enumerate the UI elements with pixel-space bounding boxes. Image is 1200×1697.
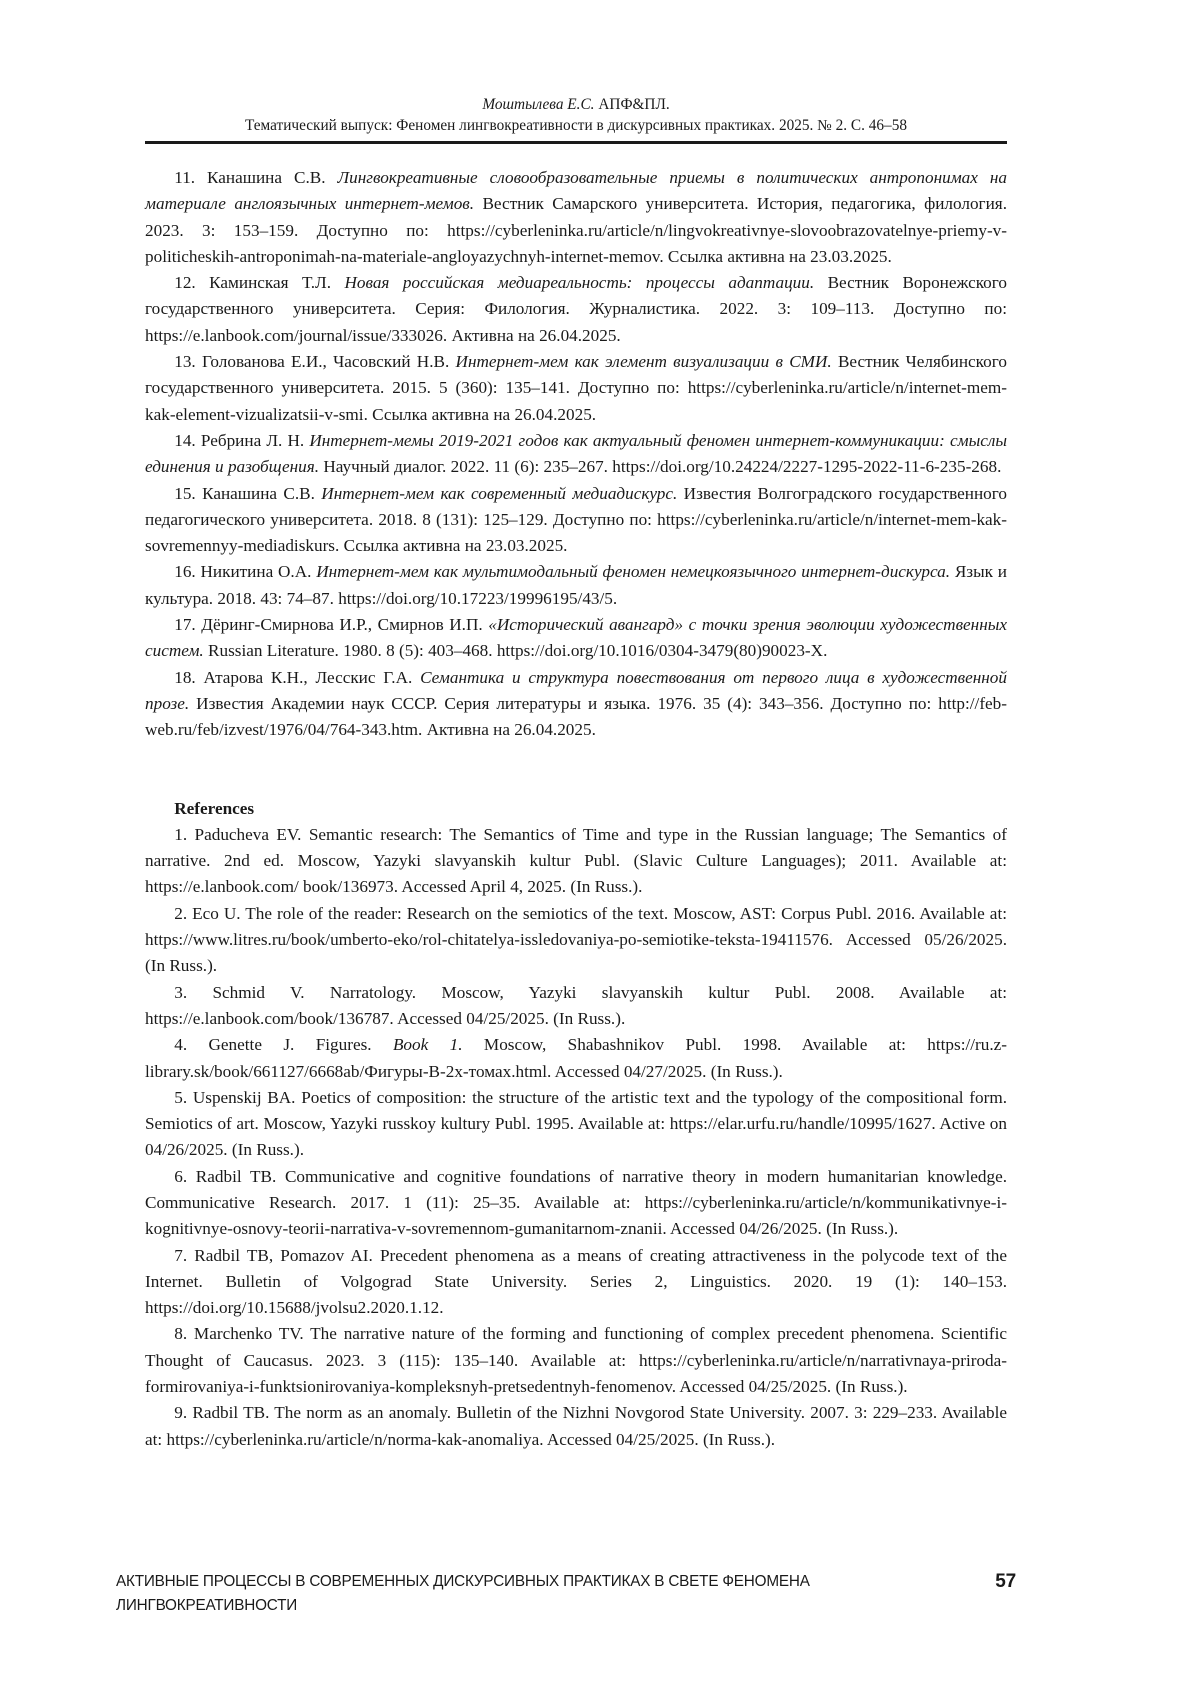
reference-details: Известия Волгоградского государственного педагогического университета. 2018. 8 (131): 125–129. Доступно по: https://cyberleninka.ru/article/n/internet-mem-kak-sovremennyy-mediadiskurs. Ссылка активна на 23.03.2025.: [145, 483, 1007, 556]
reference-item-ru: [145, 349, 1007, 428]
reference-item-ru: [145, 559, 1007, 612]
references-en-list: [145, 822, 1007, 1453]
header-divider: [145, 141, 1007, 144]
references-heading: References: [174, 798, 255, 818]
reference-item-ru: [145, 428, 1007, 481]
reference-title: Лингвокреативные словообразовательные приемы в политических антропонимах на материале англоязычных интернет-мемов.: [145, 168, 1007, 214]
reference-details: Вестник Самарского университета. История, педагогика, филология. 2023. 3: 153–159. Доступно по: https://cyberleninka.ru/article/n/lingvokreativnye-slovoobrazovatelnye-priemy-v-politicheskih-antroponimah-na-materiale-angloyazychnyh-internet-memov. Ссылка активна на 23.03.2025.: [145, 194, 1007, 266]
reference-details: 1. Paducheva EV. Semantic research: The Semantics of Time and type in the Russian language; The Semantics of narrative. 2nd ed. Moscow, Yazyki slavyanskih kultur Publ. (Slavic Culture Languages); 2011. Available at: https://e.lanbook.com/ book/136973. Accessed April 4, 2025. (In Russ.).: [145, 824, 1007, 897]
reference-item-en: [145, 1243, 1007, 1322]
reference-authors: 15. Канашина С.В.: [174, 483, 322, 503]
reference-details: Вестник Воронежского государственного университета. Серия: Филология. Журналистика. 2022. 3: 109–113. Доступно по: https://e.lanbook.com/journal/issue/333026. Активна на 26.04.2025.: [145, 273, 1007, 345]
reference-details: Язык и культура. 2018. 43: 74–87. https://doi.org/10.17223/19996195/43/5.: [145, 562, 1007, 608]
reference-details: 8. Marchenko TV. The narrative nature of the forming and functioning of complex precedent phenomena. Scientific Thought of Caucasus. 2023. 3 (115): 135–140. Available at: https://cyberleninka.ru/article/n/narrativnaya-priroda-formirovaniya-i-funktsionirovaniya-kompleksnyh-pretsedentnyh-fenomenov. Accessed 04/25/2025. (In Russ.).: [145, 1324, 1007, 1397]
reference-item-en: [145, 822, 1007, 901]
reference-details: Вестник Челябинского государственного университета. 2015. 5 (360): 135–141. Доступно по: https://cyberleninka.ru/article/n/internet-mem-kak-element-vizualizatsii-v-smi. Ссылка активна на 26.04.2025.: [145, 352, 1007, 424]
reference-authors: 17. Дёринг-Смирнова И.Р., Смирнов И.П.: [174, 615, 489, 635]
reference-title: Book 1.: [392, 1035, 463, 1055]
reference-item-en: [145, 980, 1007, 1033]
header-authors-line: [145, 94, 1007, 115]
header-journal-abbr: АПФ&ПЛ.: [598, 96, 670, 113]
reference-authors: 18. Атарова К.Н., Лесскис Г.А.: [174, 667, 421, 687]
reference-details: Известия Академии наук СССР. Серия литературы и языка. 1976. 35 (4): 343–356. Доступно по: http://feb-web.ru/feb/izvest/1976/04/764-343.htm. Активна на 26.04.2025.: [145, 693, 1007, 740]
reference-item-en: [145, 1032, 1007, 1085]
reference-title: Новая российская медиареальность: процессы адаптации.: [344, 273, 815, 293]
page-number: 57: [995, 1571, 1016, 1592]
reference-details: Moscow, Shabashnikov Publ. 1998. Available at: https://ru.z-library.sk/book/661127/6668ab/Фигуры-В-2х-томах.html. Accessed 04/27/2025. (In Russ.).: [145, 1035, 1007, 1081]
header-issue-line: Тематический выпуск: Феномен лингвокреативности в дискурсивных практиках. 2025. № 2. С. 46–58: [244, 117, 907, 134]
running-header: [145, 94, 1007, 136]
reference-item-ru: [145, 665, 1007, 744]
reference-details: Russian Literature. 1980. 8 (5): 403–468. https://doi.org/10.1016/0304-3479(80)90023-X.: [203, 641, 828, 661]
reference-details: 2. Eco U. The role of the reader: Research on the semiotics of the text. Moscow, AST: Corpus Publ. 2016. Available at: https://www.litres.ru/book/umberto-eko/rol-chitatelya-issledovaniya-po-semiotike-teksta-19411576. Accessed 05/26/2025. (In Russ.).: [145, 903, 1007, 976]
reference-item-ru: [145, 481, 1007, 560]
references-ru-list: [145, 165, 1007, 744]
reference-item-en: [145, 1164, 1007, 1243]
reference-details: Научный диалог. 2022. 11 (6): 235–267. https://doi.org/10.24224/2227-1295-2022-11-6-235-268.: [319, 457, 1002, 477]
reference-item-ru: [145, 270, 1007, 349]
reference-authors: 4. Genette J. Figures.: [174, 1035, 393, 1055]
reference-item-en: [145, 1321, 1007, 1400]
reference-details: 3. Schmid V. Narratology. Moscow, Yazyki slavyanskih kultur Publ. 2008. Available at: https://e.lanbook.com/book/136787. Accessed 04/25/2025. (In Russ.).: [145, 982, 1007, 1028]
reference-title: Семантика и структура повествования от первого лица в художественной прозе.: [145, 667, 1007, 713]
reference-details: 5. Uspenskij BA. Poetics of composition: the structure of the artistic text and the typology of the compositional form. Semiotics of art. Moscow, Yazyki russkoy kultury Publ. 1995. Available at: https://elar.urfu.ru/handle/10995/1627. Active on 04/26/2025. (In Russ.).: [145, 1087, 1007, 1160]
reference-details: 7. Radbil TB, Pomazov AI. Precedent phenomena as a means of creating attractiveness in the polycode text of the Internet. Bulletin of Volgograd State University. Series 2, Linguistics. 2020. 19 (1): 140–153. https://doi.org/10.15688/jvolsu2.2020.1.12.: [145, 1245, 1007, 1318]
reference-details: 9. Radbil TB. The norm as an anomaly. Bulletin of the Nizhni Novgorod State University. 2007. 3: 229–233. Available at: https://cyberleninka.ru/article/n/norma-kak-anomaliya. Accessed 04/25/2025. (In Russ.).: [145, 1403, 1007, 1449]
reference-title: «Исторический авангард» с точки зрения эволюции художественных систем.: [145, 615, 1007, 661]
reference-title: Интернет-мем как современный медиадискурс.: [321, 483, 678, 503]
reference-item-ru: [145, 612, 1007, 665]
reference-item-en: [145, 1085, 1007, 1164]
reference-list: [145, 165, 1007, 1453]
reference-title: Интернет-мемы 2019-2021 годов как актуальный феномен интернет-коммуникации: смыслы единения и разобщения.: [145, 430, 1007, 477]
footer-title: АКТИВНЫЕ ПРОЦЕССЫ В СОВРЕМЕННЫХ ДИСКУРСИВНЫХ ПРАКТИКАХ В СВЕТЕ ФЕНОМЕНА ЛИНГВОКРЕАТИВНОСТИ: [116, 1573, 810, 1614]
reference-authors: 11. Канашина С.В.: [174, 168, 338, 187]
reference-title: Интернет-мем как элемент визуализации в СМИ.: [455, 352, 832, 372]
reference-authors: 14. Ребрина Л. Н.: [174, 430, 310, 450]
reference-details: 6. Radbil TB. Communicative and cognitive foundations of narrative theory in modern humanitarian knowledge. Communicative Research. 2017. 1 (11): 25–35. Available at: https://cyberleninka.ru/article/n/kommunikativnye-i-kognitivnye-osnovy-teorii-narrativa-v-sovremennom-gumanitarnom-znanii. Accessed 04/26/2025. (In Russ.).: [145, 1166, 1007, 1239]
reference-item-ru: [145, 165, 1007, 270]
reference-item-en: [145, 901, 1007, 980]
reference-item-en: [145, 1400, 1007, 1453]
reference-title: Интернет-мем как мультимодальный феномен немецкоязычного интернет-дискурса.: [316, 562, 951, 582]
header-authors: Моштылева Е.С.: [482, 96, 595, 113]
reference-authors: 13. Голованова Е.И., Часовский Н.В.: [174, 352, 456, 372]
reference-authors: 16. Никитина О.А.: [174, 562, 317, 582]
running-footer: [116, 1570, 1016, 1618]
reference-authors: 12. Каминская Т.Л.: [174, 273, 345, 293]
